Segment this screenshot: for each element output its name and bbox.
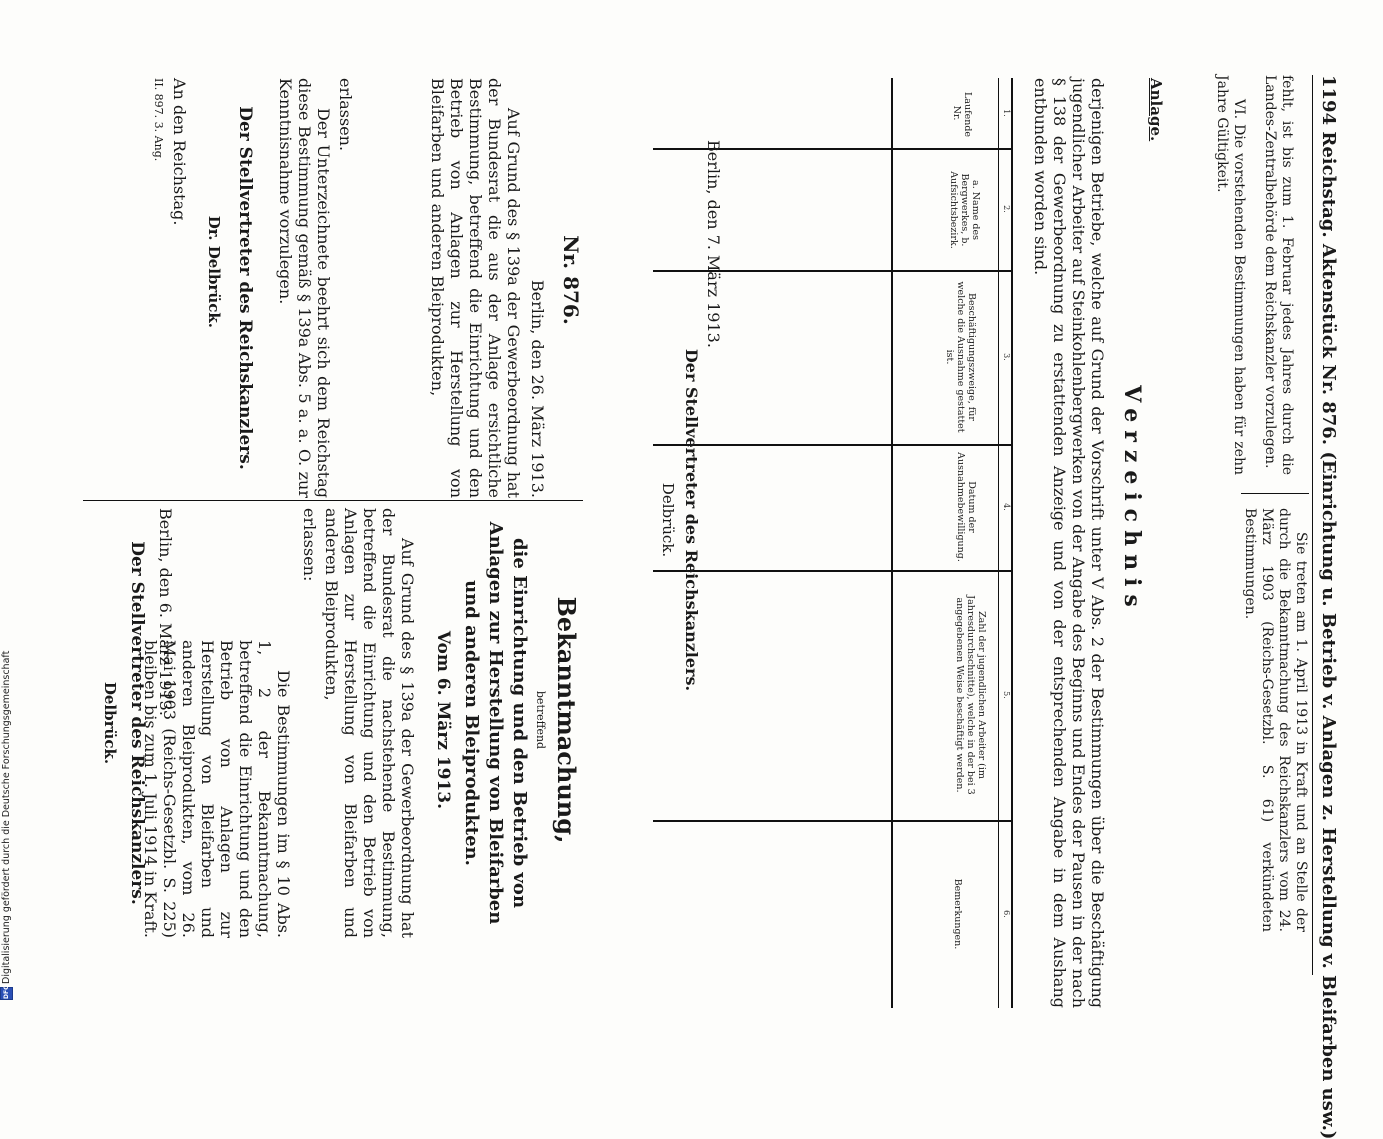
table-col-number: 6. (1002, 910, 1011, 918)
top-right-text: Sie treten am 1. April 1913 in Kraft und an Stelle der durch die Bekanntmachung des Reichskanzlers vom 24. März 1903 (Reichs-Gesetzbl. S. 61) verkündeten Bestimmungen. (1242, 508, 1309, 932)
table-header-zahl-arbeiter: Zahl der jugendlichen Arbeiter (im Jahresdurchschnitte), welche in der bei 3 angegebenen Weise beschäftigt werden. (954, 595, 987, 795)
nr876-addressee: An den Reichstag. (170, 78, 189, 226)
verzeichnis-title: Verzeichnis (1119, 385, 1145, 615)
page-header: 1194 Reichstag. Aktenstück Nr. 876. (Einrichtung u. Betrieb v. Anlagen z. Herstellung v. Bleifarben usw.) (1318, 75, 1339, 1139)
anlage-label: Anlage. (1147, 78, 1165, 142)
table-col-number: 4. (1002, 503, 1011, 511)
bekanntmachung-place-date: Berlin, den 6. März 1913. (156, 508, 175, 716)
nr876-sign-name: Dr. Delbrück. (205, 215, 223, 328)
nr876-ref: II. 897. 3. Ang. (152, 78, 165, 162)
verzeichnis-intro: derjenigen Betriebe, welche auf Grund der Vorschrift unter V Abs. 2 der Bestimmungen über die Beschäftigung jugendlicher Arbeiter auf Steinkohlenbergwerken von der Angabe des Beginns und Endes der Pausen in der nach § 138 der Gewerbeordnung zu erstattenden Anzeige und von der entsprechenden Angabe in dem Aushang entbunden worden sind. (1031, 78, 1107, 1008)
digitization-note-text: Digitalisierung gefördert durch die Deutsche Forschungsgemeinschaft (1, 650, 12, 984)
table-col-divider (653, 570, 1013, 572)
bekanntmachung-betreffend: betreffend (534, 690, 547, 750)
table-top-rule (1011, 78, 1013, 1008)
dfg-logo-icon: DFG (0, 987, 13, 1000)
table-header-laufende-nr: Laufende Nr. (951, 92, 973, 138)
bekanntmachung-date: Vom 6. März 1913. (433, 630, 453, 810)
nr876-date: Berlin, den 26. März 1913. (528, 279, 547, 498)
top-left-para-vi: VI. Die vorstehenden Bestimmungen haben für zehn Jahre Gültigkeit. (1214, 75, 1247, 475)
column-divider-top (1241, 493, 1309, 494)
bekanntmachung-body2: Die Bestimmungen im § 10 Abs. 1, 2 der Bekanntmachung, betreffend die Einrichtung und den Betrieb von Anlagen zur Herstellung von Bleifarben und anderen Bleiprodukten, vom 26. Mai 1903 (Reichs-Gesetzbl. S. 225) bleiben bis zum 1. Juli 1914 in Kraft. (141, 640, 293, 938)
sign1-place-date: Berlin, den 7. März 1913. (704, 140, 723, 348)
table-header-bergwerk: a. Name des Bergwerkes, b. Aufsichtsbezirk. (948, 171, 981, 249)
table-col-divider (653, 820, 1013, 822)
sign1-name: Delbrück. (659, 482, 677, 558)
lower-column-divider (83, 500, 583, 501)
nr876-sign-title: Der Stellvertreter des Reichskanzlers. (235, 106, 255, 470)
table-header-beschaeftigungszweige: Beschäftigungszweige, für welche die Ausnahme gestattet ist. (944, 281, 977, 433)
bekanntmachung-sign-name: Delbrück. (101, 681, 119, 765)
bekanntmachung-heading: Bekanntmachung, (552, 596, 581, 844)
table-col-number: 2. (1002, 205, 1011, 213)
table-number-rule (998, 78, 999, 1008)
bekanntmachung-subject: die Einrichtung und den Betrieb von Anlagen zur Herstellung von Bleifarben und anderen Bleiprodukten. (461, 521, 530, 925)
nr876-body1: Auf Grund des § 139a der Gewerbeordnung hat der Bundesrat die aus der Anlage ersichtliche Bestimmung, betreffend die Einrichtung und den Betrieb von Anlagen zur Herstellung von Bleifarben und anderen Bleiprodukten, (428, 78, 523, 498)
bekanntmachung-sign-title: Der Stellvertreter des Reichskanzlers. (127, 541, 147, 905)
table-header-bemerkungen: Bemerkungen. (952, 878, 963, 950)
header-rule (1312, 75, 1313, 975)
sign1-title: Der Stellvertreter des Reichskanzlers. (682, 348, 701, 692)
nr876-body2: Der Unterzeichnete beehrt sich dem Reichstag diese Bestimmung gemäß § 139a Abs. 5 a. a. O. zur Kenntnisnahme vorzulegen. (276, 78, 333, 498)
table-col-number: 3. (1002, 353, 1011, 361)
table-col-divider (653, 444, 1013, 446)
table-col-number: 1. (1002, 109, 1011, 117)
table-header-rule (891, 78, 893, 1008)
table-col-number: 5. (1002, 691, 1011, 699)
bekanntmachung-erlassen: erlassen: (300, 508, 319, 582)
top-left-text (1199, 75, 1309, 475)
bekanntmachung-body1: Auf Grund des § 139a der Gewerbeordnung hat der Bundesrat die nachstehende Bestimmung, betreffend die Einrichtung und den Betrieb von Anlagen zur Herstellung von Bleifarben und anderen Bleiprodukten, (322, 508, 417, 938)
table-header-datum: Datum der Ausnahmebewilligung. (955, 452, 977, 562)
nr876-heading: Nr. 876. (559, 235, 583, 325)
nr876-erlassen: erlassen. (336, 78, 355, 152)
top-left-paragraph: fehlt, ist bis zum 1. Februar jedes Jahres durch die Landes-Zentralbehörde dem Reichskanzler vorzulegen. (1262, 75, 1295, 475)
